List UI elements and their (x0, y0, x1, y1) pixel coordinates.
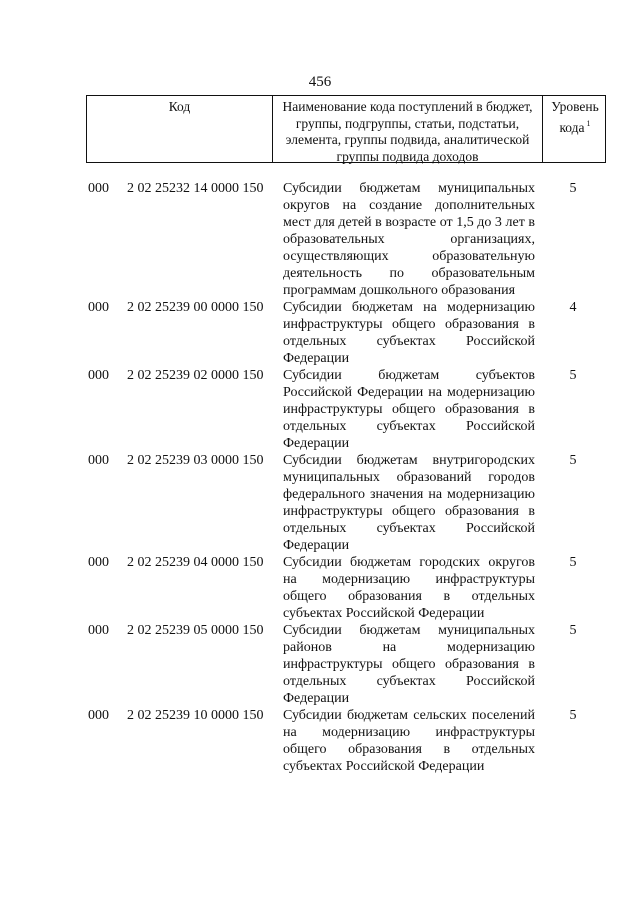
revenue-name: Субсидии бюджетам сельских поселений на модернизацию инфраструктуры общего образования в отдельных субъектах Российской Федерации (283, 708, 535, 774)
code-level: 4 (569, 300, 577, 315)
header-name-label: Наименование кода поступлений в бюджет, группы, подгруппы, статьи, подстатьи, элемента, группы подвида, аналитической группы подвида доходов (282, 99, 533, 164)
table-row (0, 554, 640, 622)
table-row (0, 367, 640, 452)
code-level: 5 (569, 453, 577, 468)
header-code (87, 96, 273, 162)
code-level: 5 (569, 708, 577, 723)
header-level-label: Уровень кода (551, 99, 599, 135)
header-code-label: Код (168, 99, 191, 114)
code-level: 5 (569, 181, 577, 196)
revenue-name: Субсидии бюджетам на модернизацию инфраструктуры общего образования в отдельных субъектах Российской Федерации (283, 300, 535, 366)
admin-code: 000 (88, 708, 109, 723)
table-body (0, 180, 640, 775)
revenue-name: Субсидии бюджетам субъектов Российской Федерации на модернизацию инфраструктуры общего образования в отдельных субъектах Российской Федерации (283, 368, 535, 451)
revenue-code: 2 02 25239 03 0000 150 (127, 453, 264, 468)
table-header (86, 95, 606, 163)
header-level (543, 96, 607, 162)
revenue-name: Субсидии бюджетам городских округов на модернизацию инфраструктуры общего образования в отдельных субъектах Российской Федерации (283, 555, 535, 621)
table-row (0, 707, 640, 775)
revenue-name: Субсидии бюджетам муниципальных районов на модернизацию инфраструктуры общего образования в отдельных субъектах Российской Федерации (283, 623, 535, 706)
revenue-code: 2 02 25239 10 0000 150 (127, 708, 264, 723)
revenue-code: 2 02 25239 00 0000 150 (127, 300, 264, 315)
admin-code: 000 (88, 368, 109, 383)
table-row (0, 622, 640, 707)
table-row (0, 180, 640, 299)
header-name (273, 96, 543, 162)
revenue-name: Субсидии бюджетам внутригородских муниципальных образований городов федерального значения на модернизацию инфраструктуры общего образования в отдельных субъектах Российской Федерации (283, 453, 535, 553)
admin-code: 000 (88, 300, 109, 315)
admin-code: 000 (88, 453, 109, 468)
revenue-code: 2 02 25239 04 0000 150 (127, 555, 264, 570)
code-level: 5 (569, 368, 577, 383)
header-level-footnote: 1 (586, 118, 591, 128)
revenue-code: 2 02 25239 05 0000 150 (127, 623, 264, 638)
admin-code: 000 (88, 555, 109, 570)
revenue-code: 2 02 25232 14 0000 150 (127, 181, 264, 196)
admin-code: 000 (88, 623, 109, 638)
table-row (0, 299, 640, 367)
revenue-name: Субсидии бюджетам муниципальных округов на создание дополнительных мест для детей в возрасте от 1,5 до 3 лет в образовательных организациях, осуществляющих образовательную деятельность по образовательным программам дошкольного образования (283, 181, 535, 298)
code-level: 5 (569, 623, 577, 638)
code-level: 5 (569, 555, 577, 570)
page-number: 456 (308, 74, 332, 90)
revenue-code: 2 02 25239 02 0000 150 (127, 368, 264, 383)
table-row (0, 452, 640, 554)
admin-code: 000 (88, 181, 109, 196)
